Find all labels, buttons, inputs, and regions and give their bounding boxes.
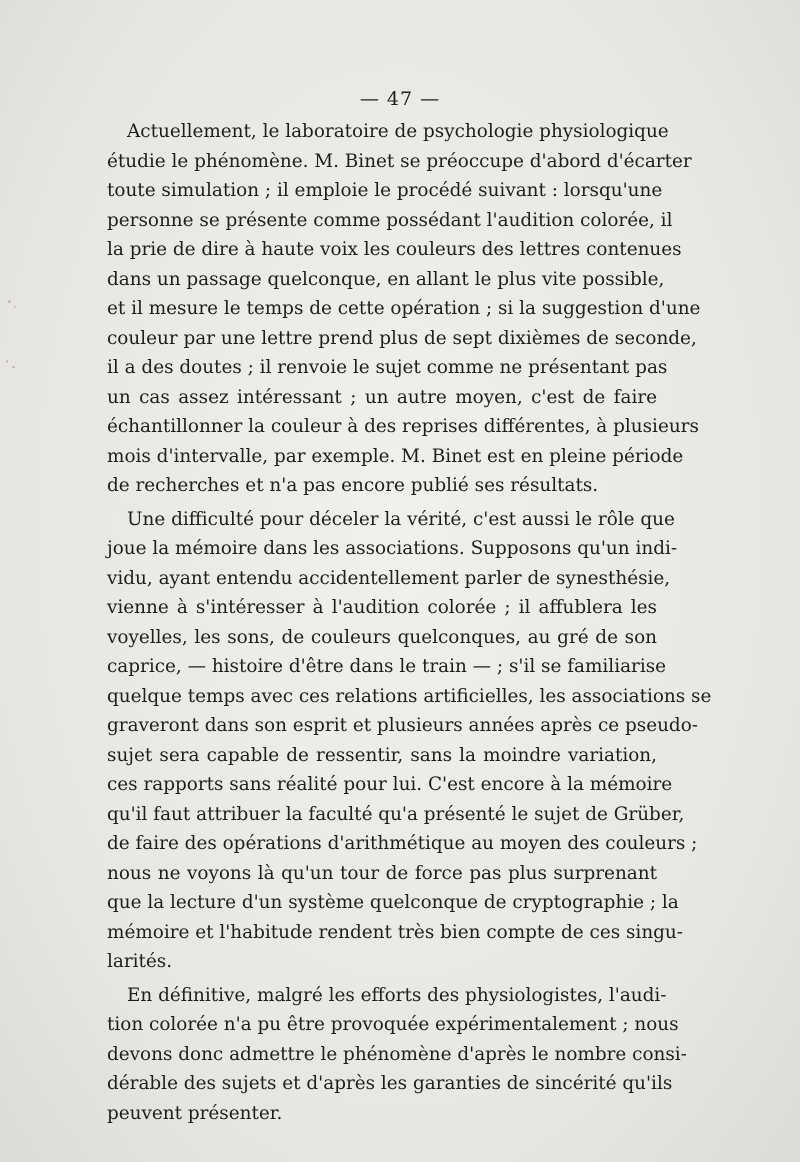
text-line: graveront dans son esprit et plusieurs années après ce pseudo- [107,715,698,736]
text-line: nous ne voyons là qu'un tour de force pas plus surprenant [107,862,657,884]
speck-mark [14,306,16,308]
text-line: couleur par une lettre prend plus de sept dixièmes de seconde, [107,327,697,349]
margin-specks [0,0,40,1162]
text-line: quelque temps avec ces relations artificielles, les associations se [107,685,712,707]
text-line: toute simulation ; il emploie le procédé suivant : lorsqu'une [107,180,663,201]
text-line: devons donc admettre le phénomène d'après le nombre consi- [107,1043,687,1065]
text-line: voyelles, les sons, de couleurs quelconques, au gré de son [107,626,657,648]
page-number: — 47 — [359,88,441,110]
text-line: mois d'intervalle, par exemple. M. Binet est en pleine période [107,445,684,467]
text-line: de recherches et n'a pas encore publié ses résultats. [107,475,599,496]
paragraph-3 [107,981,687,1129]
text-line: la prie de dire à haute voix les couleurs des lettres contenues [107,239,682,260]
text-line: Une difficulté pour déceler la vérité, c'est aussi le rôle que [127,508,675,530]
text-line: un cas assez intéressant ; un autre moyen, c'est de faire [107,386,657,408]
text-line: dans un passage quelconque, en allant le plus vite possible, [107,268,665,290]
body-text [107,117,712,1128]
text-line: échantillonner la couleur à des reprises différentes, à plusieurs [107,416,699,437]
speck-mark [12,366,15,368]
text-line: ces rapports sans réalité pour lui. C'est encore à la mémoire [107,774,673,795]
text-line: En définitive, malgré les efforts des physiologistes, l'audi- [127,984,667,1006]
speck-mark [6,360,8,363]
text-line: mémoire et l'habitude rendent très bien compte de ces singu- [107,921,683,943]
paragraph-1 [107,117,701,501]
text-line: vienne à s'intéresser à l'audition colorée ; il affublera les [107,597,657,618]
text-line: qu'il faut attribuer la faculté qu'a présenté le sujet de Grüber, [107,803,685,825]
text-line: tion colorée n'a pu être provoquée expérimentalement ; nous [107,1014,679,1035]
paragraph-2 [107,505,712,977]
text-line: personne se présente comme possédant l'audition colorée, il [107,209,673,231]
text-line: Actuellement, le laboratoire de psychologie physiologique [127,121,669,142]
text-line: caprice, — histoire d'être dans le train — ; s'il se familiarise [107,656,667,677]
text-line: sujet sera capable de ressentir, sans la moindre variation, [107,744,657,766]
text-line: et il mesure le temps de cette opération ; si la suggestion d'une [107,298,701,319]
text-line: de faire des opérations d'arithmétique au moyen des couleurs ; [107,833,698,854]
text-line: il a des doutes ; il renvoie le sujet comme ne présentant pas [107,357,668,378]
text-line: peuvent présenter. [107,1102,283,1124]
text-line: dérable des sujets et d'après les garanties de sincérité qu'ils [107,1073,673,1094]
text-line: étudie le phénomène. M. Binet se préoccupe d'abord d'écarter [107,150,692,172]
text-line: joue la mémoire dans les associations. Supposons qu'un indi- [107,538,678,559]
text-line: vidu, ayant entendu accidentellement parler de synesthésie, [107,567,671,589]
text-line: que la lecture d'un système quelconque de cryptographie ; la [107,892,679,913]
speck-mark [8,300,11,303]
text-line: larités. [107,951,173,972]
